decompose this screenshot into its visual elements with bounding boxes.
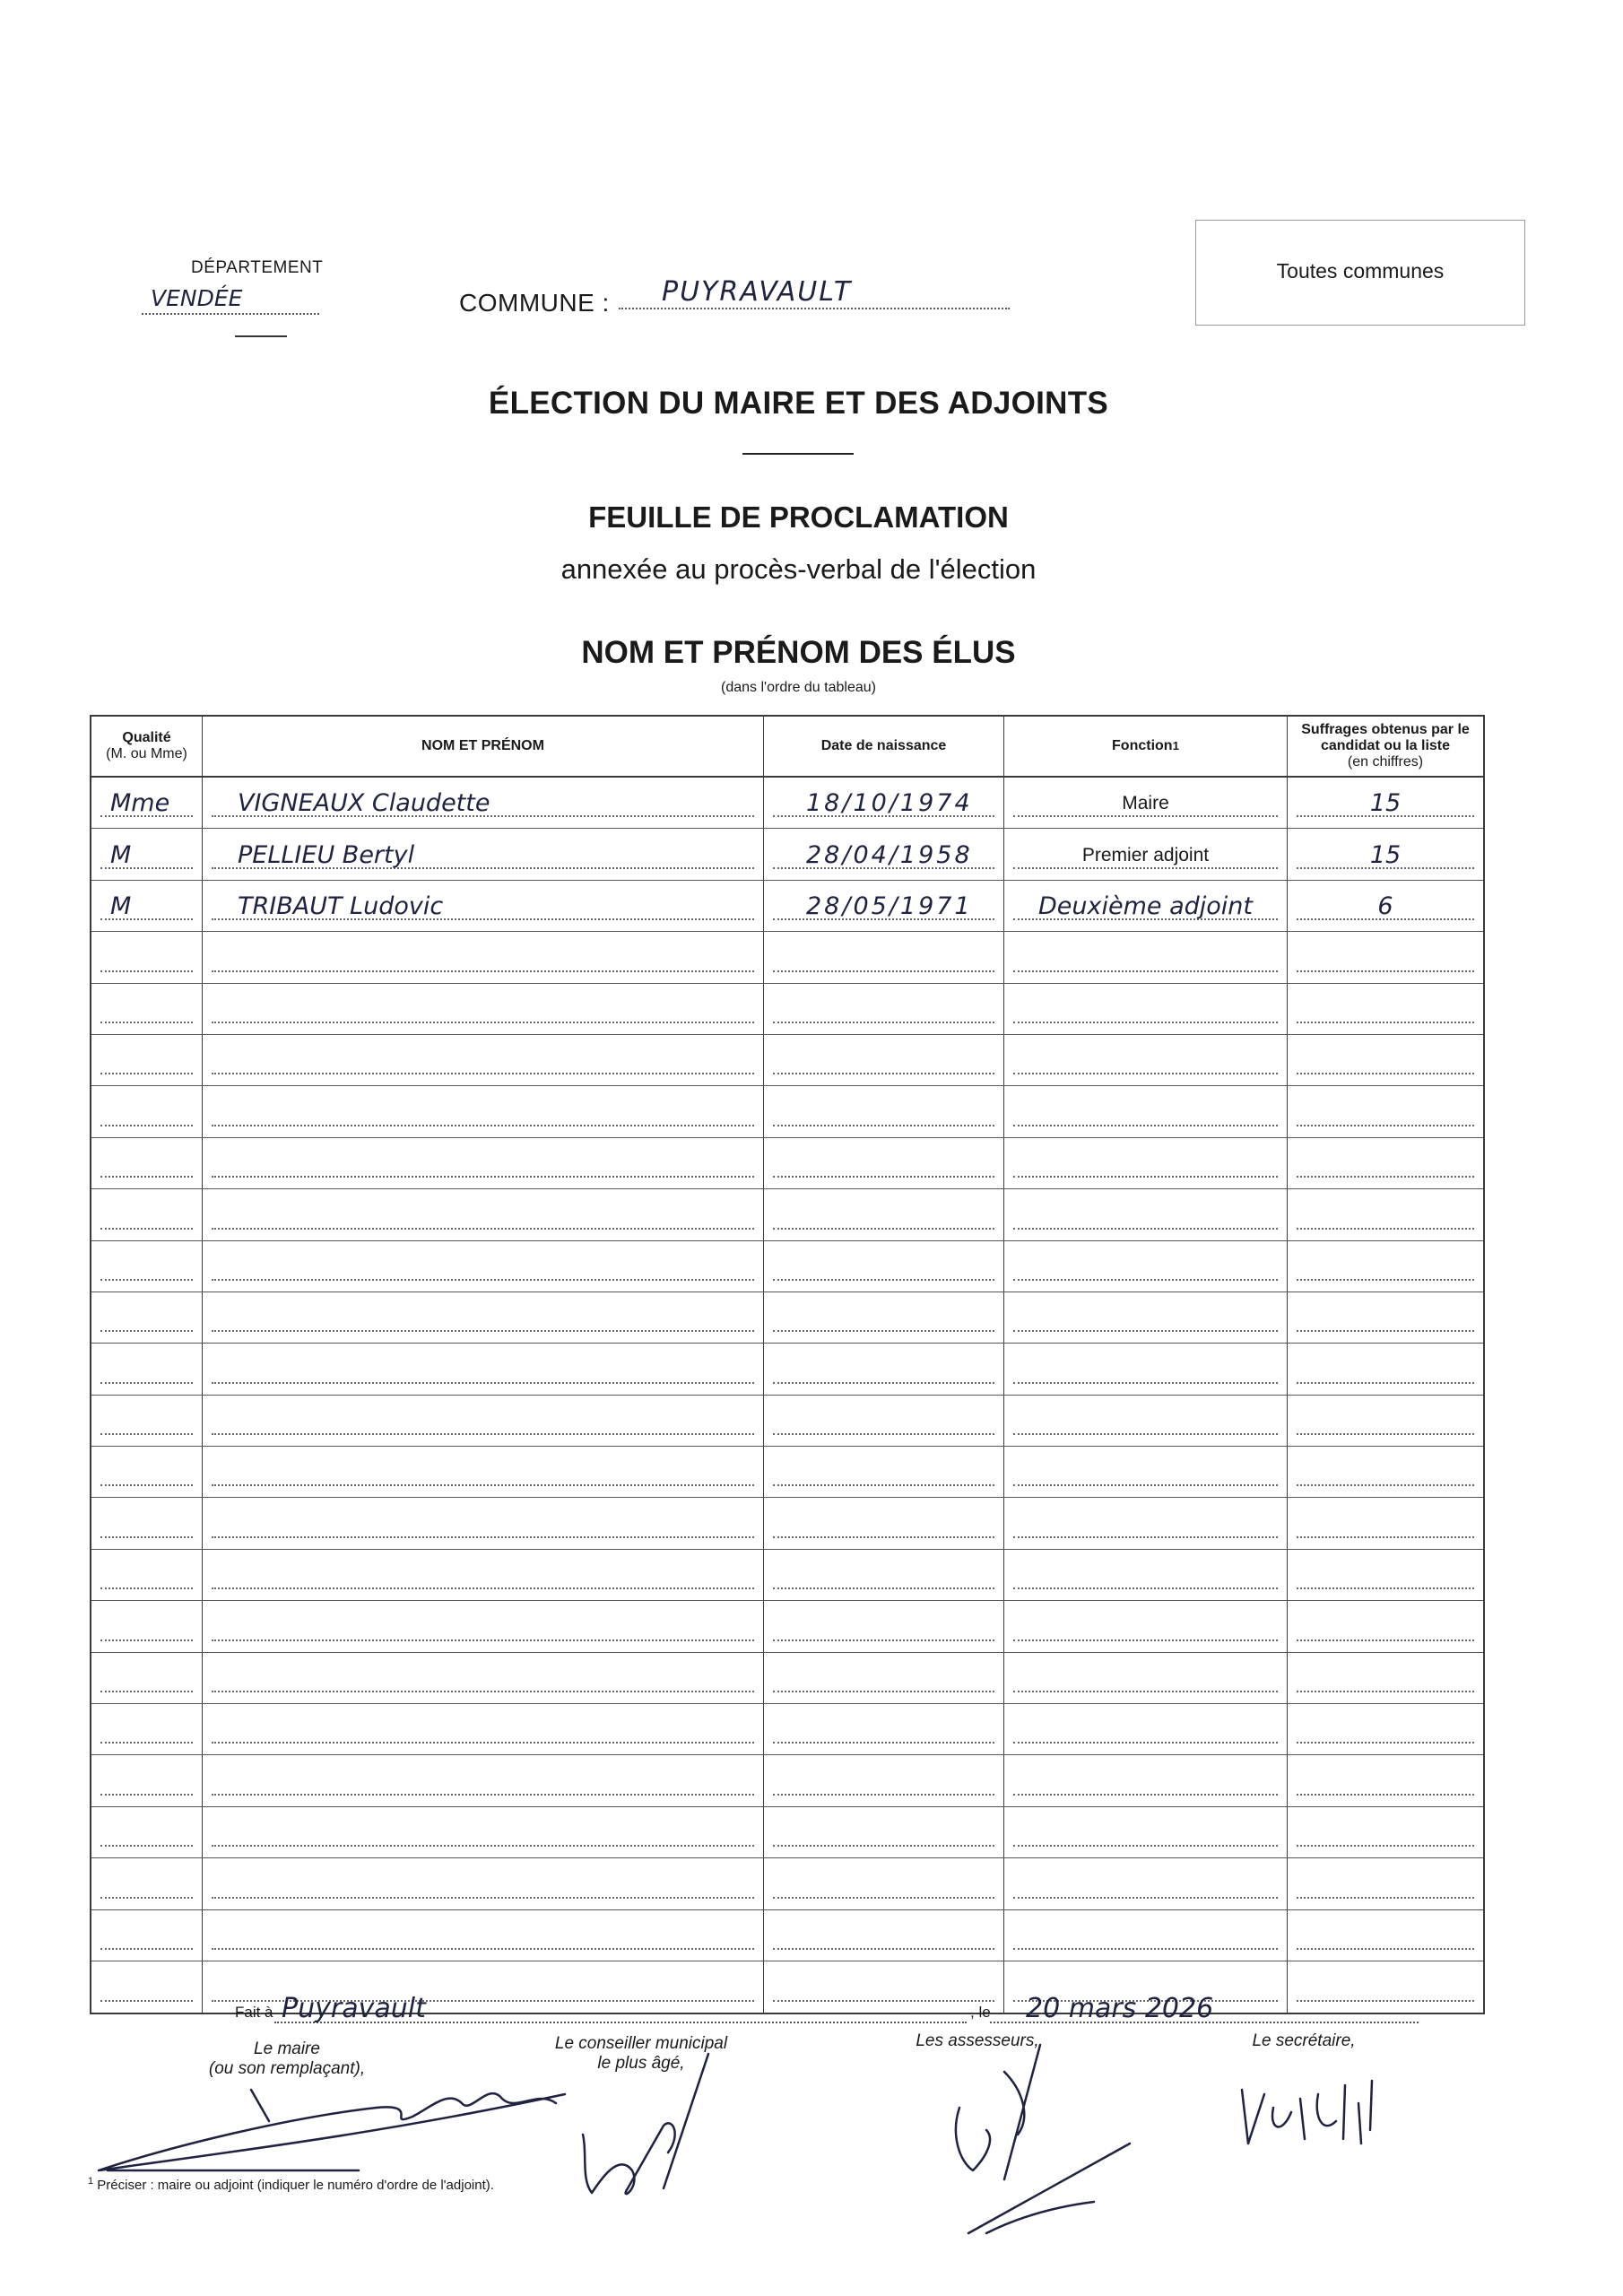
cell-qualite-value xyxy=(100,1126,110,1128)
cell-nom-value xyxy=(211,1641,238,1643)
col-qualite-sub: (M. ou Mme) xyxy=(106,746,187,761)
commune-value: PUYRAVAULT xyxy=(619,276,1010,309)
cell-nom-value: TRIBAUT Ludovic xyxy=(238,892,444,921)
cell-qualite-value xyxy=(100,1074,110,1076)
fait-label: Fait à xyxy=(235,2004,273,2021)
cell-nom-value xyxy=(211,1435,238,1437)
cell-suffrages-value: 15 xyxy=(1369,840,1402,869)
cell-qualite-value xyxy=(100,1281,110,1283)
cell-nom-value xyxy=(211,1692,238,1694)
cell-nom-value xyxy=(211,1538,238,1540)
cell-fonction-value: Maire xyxy=(1122,793,1169,814)
cell-date-value xyxy=(772,1384,806,1386)
cell-date-value: 28/04/1958 xyxy=(806,840,973,869)
cell-nom-value xyxy=(211,1178,238,1179)
col-date-label: Date de naissance xyxy=(820,738,947,753)
cell-qualite-value xyxy=(100,1589,110,1591)
conseiller-label-line1: Le conseiller municipal xyxy=(554,2034,728,2053)
sheet-title: FEUILLE DE PROCLAMATION xyxy=(588,500,1009,534)
cell-nom-value xyxy=(211,1847,238,1848)
cell-date-value xyxy=(772,1126,806,1128)
cell-nom-value xyxy=(211,1126,238,1128)
secretaire-signature-label: Le secrétaire, xyxy=(1252,2031,1356,2050)
cell-qualite-value xyxy=(100,1899,110,1900)
cell-date-value xyxy=(772,1796,806,1797)
cell-qualite-value xyxy=(100,1023,110,1025)
cell-nom-value xyxy=(211,1899,238,1900)
cell-date-value: 28/05/1971 xyxy=(806,892,973,921)
cell-date-value xyxy=(772,2002,806,2004)
cell-qualite-value xyxy=(100,1847,110,1848)
cell-nom-value xyxy=(211,1486,238,1488)
cell-qualite-value xyxy=(100,1744,110,1745)
conseiller-signature xyxy=(583,2054,708,2194)
secretaire-signature xyxy=(1242,2081,1372,2144)
cell-qualite-value xyxy=(100,1332,110,1334)
cell-suffrages-value: 15 xyxy=(1369,789,1402,818)
cell-qualite-value: M xyxy=(110,840,132,869)
cell-nom-value xyxy=(211,1796,238,1797)
cell-date-value xyxy=(772,1899,806,1900)
maire-signature xyxy=(99,2090,565,2170)
fait-value: Puyravault xyxy=(274,1993,967,2023)
cell-qualite-value xyxy=(100,1486,110,1488)
cell-date-value xyxy=(772,1486,806,1488)
commune-label: COMMUNE : xyxy=(459,289,610,317)
departement-label: DÉPARTEMENT xyxy=(191,258,324,277)
col-qualite-label: Qualité xyxy=(122,730,171,745)
cell-nom-value xyxy=(211,972,238,974)
cell-nom-value xyxy=(211,1023,238,1025)
col-fonction-note: 1 xyxy=(1172,739,1179,752)
cell-qualite-value xyxy=(100,2002,110,2004)
cell-nom-value xyxy=(211,1281,238,1283)
cell-qualite-value: M xyxy=(110,892,132,921)
scope-box-label: Toutes communes xyxy=(1276,259,1445,283)
cell-date-value xyxy=(772,1178,806,1179)
cell-fonction-value: Deuxième adjoint xyxy=(1037,892,1253,921)
cell-date-value xyxy=(772,1744,806,1745)
page-title: ÉLECTION DU MAIRE ET DES ADJOINTS xyxy=(488,386,1109,421)
footnote-mark: 1 xyxy=(88,2176,94,2187)
cell-date-value xyxy=(772,1641,806,1643)
cell-date-value xyxy=(772,1950,806,1952)
cell-qualite-value xyxy=(100,1641,110,1643)
cell-qualite-value xyxy=(100,1692,110,1694)
cell-date-value xyxy=(772,1332,806,1334)
departement-value: VENDÉE xyxy=(142,285,319,315)
cell-date-value xyxy=(772,1435,806,1437)
cell-fonction-value: Premier adjoint xyxy=(1081,844,1210,865)
cell-qualite-value xyxy=(100,1384,110,1386)
footnote-text: Préciser : maire ou adjoint (indiquer le numéro d'ordre de l'adjoint). xyxy=(97,2178,494,2193)
cell-nom-value xyxy=(211,1589,238,1591)
cell-nom-value xyxy=(211,1230,238,1231)
assesseurs-signature xyxy=(956,2045,1130,2233)
sheet-caption: annexée au procès-verbal de l'élection xyxy=(560,553,1037,585)
cell-nom-value xyxy=(211,2002,238,2004)
cell-nom-value xyxy=(211,1744,238,1745)
date-value: 20 mars 2026 xyxy=(990,1993,1419,2023)
cell-date-value xyxy=(772,972,806,974)
footnote xyxy=(88,2176,494,2193)
col-suffrages-label: Suffrages obtenus par le candidat ou la liste xyxy=(1301,722,1470,753)
cell-qualite-value xyxy=(100,1538,110,1540)
cell-date-value xyxy=(772,1023,806,1025)
cell-nom-value xyxy=(211,1384,238,1386)
cell-date-value xyxy=(772,1847,806,1848)
cell-qualite-value xyxy=(100,1178,110,1179)
col-suffrages-sub: (en chiffres) xyxy=(1347,754,1424,770)
maire-label-line1: Le maire xyxy=(254,2039,320,2058)
maire-label-line2: (ou son remplaçant), xyxy=(208,2059,366,2078)
cell-date-value: 18/10/1974 xyxy=(806,789,973,818)
cell-nom-value xyxy=(211,1950,238,1952)
cell-date-value xyxy=(772,1230,806,1231)
cell-qualite-value xyxy=(100,1230,110,1231)
cell-suffrages-value: 6 xyxy=(1377,892,1393,921)
cell-qualite-value xyxy=(100,1796,110,1797)
cell-date-value xyxy=(772,1589,806,1591)
cell-nom-value: VIGNEAUX Claudette xyxy=(238,789,490,818)
cell-qualite-value xyxy=(100,972,110,974)
cell-date-value xyxy=(772,1692,806,1694)
date-label: , le xyxy=(970,2004,991,2021)
cell-date-value xyxy=(772,1538,806,1540)
cell-nom-value xyxy=(211,1332,238,1334)
cell-qualite-value: Mme xyxy=(110,789,170,818)
conseiller-label-line2: le plus âgé, xyxy=(597,2054,685,2073)
cell-qualite-value xyxy=(100,1950,110,1952)
cell-date-value xyxy=(772,1281,806,1283)
cell-qualite-value xyxy=(100,1435,110,1437)
col-fonction-label: Fonction xyxy=(1112,738,1173,753)
assesseurs-signature-label: Les assesseurs, xyxy=(916,2031,1039,2050)
list-caption: (dans l'ordre du tableau) xyxy=(721,680,876,695)
cell-nom-value: PELLIEU Bertyl xyxy=(238,840,415,869)
col-nom-label: NOM ET PRÉNOM xyxy=(421,738,544,753)
cell-date-value xyxy=(772,1074,806,1076)
list-title: NOM ET PRÉNOM DES ÉLUS xyxy=(581,635,1016,670)
cell-nom-value xyxy=(211,1074,238,1076)
